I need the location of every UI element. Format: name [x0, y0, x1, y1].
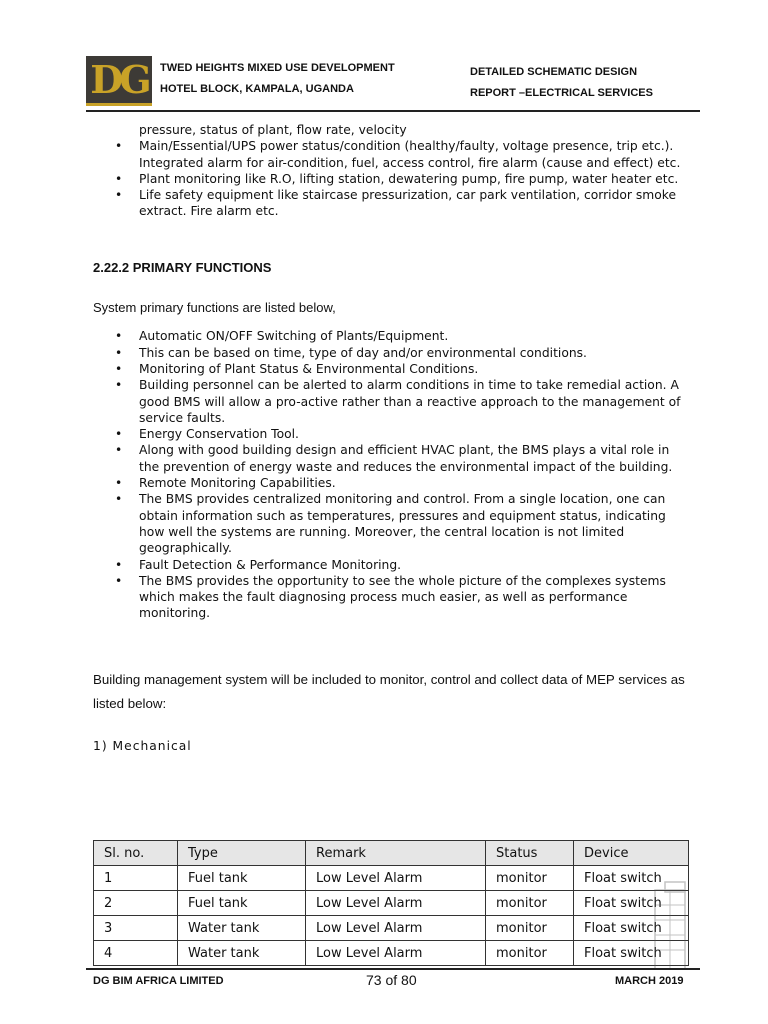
project-name: TWED HEIGHTS MIXED USE DEVELOPMENT [160, 62, 395, 74]
project-title [160, 58, 395, 100]
table-cell: Float switch [574, 941, 689, 966]
list-item: • Automatic ON/OFF Switching of Plants/Equipment. [139, 328, 693, 344]
table-cell: Water tank [178, 916, 306, 941]
table-cell: monitor [486, 891, 574, 916]
column-header: Status [486, 841, 574, 866]
primary-functions-list [93, 328, 693, 621]
column-header: Remark [306, 841, 486, 866]
project-location: HOTEL BLOCK, KAMPALA, UGANDA [160, 83, 354, 95]
table-cell: Float switch [574, 891, 689, 916]
list-item: • Remote Monitoring Capabilities. [139, 475, 693, 491]
table-cell: Low Level Alarm [306, 916, 486, 941]
mep-paragraph: Building management system will be included to monitor, control and collect data of MEP services as listed below: [93, 671, 685, 711]
page-body [93, 122, 693, 754]
footer-divider [86, 968, 700, 970]
list-item: • Plant monitoring like R.O, lifting station, dewatering pump, fire pump, water heater etc. [139, 171, 693, 187]
report-title-line1: DETAILED SCHEMATIC DESIGN [470, 66, 638, 78]
table-cell: Water tank [178, 941, 306, 966]
table-header-row [94, 841, 689, 866]
table-cell: Low Level Alarm [306, 941, 486, 966]
table-cell: 1 [94, 866, 178, 891]
table-cell: Float switch [574, 916, 689, 941]
page-header [86, 56, 700, 110]
table-cell: Float switch [574, 866, 689, 891]
list-item: • Building personnel can be alerted to alarm conditions in time to take remedial action. A good BMS will allow a pro-active rather than a reactive approach to the management of service faults. [139, 377, 693, 426]
list-item: • Fault Detection & Performance Monitoring. [139, 557, 693, 573]
table-row [94, 891, 689, 916]
subheading-mechanical: 1) Mechanical [93, 738, 192, 753]
table-cell: 3 [94, 916, 178, 941]
list-item: • Energy Conservation Tool. [139, 426, 693, 442]
bullet-continuation: pressure, status of plant, flow rate, velocity [139, 123, 407, 137]
table-cell: monitor [486, 866, 574, 891]
table-cell: Low Level Alarm [306, 891, 486, 916]
table-cell: 4 [94, 941, 178, 966]
list-item: • Along with good building design and efficient HVAC plant, the BMS plays a vital role in the prevention of energy waste and reduces the environmental impact of the building. [139, 442, 693, 475]
table-cell: monitor [486, 916, 574, 941]
column-header: Type [178, 841, 306, 866]
header-divider [86, 110, 700, 112]
table-cell: Fuel tank [178, 866, 306, 891]
building-watermark-icon [645, 880, 695, 970]
table-cell: 2 [94, 891, 178, 916]
section-heading: 2.22.2 PRIMARY FUNCTIONS [93, 259, 272, 275]
section-intro: System primary functions are listed below, [93, 300, 336, 316]
column-header: Device [574, 841, 689, 866]
table-row [94, 916, 689, 941]
footer-company: DG BIM AFRICA LIMITED [93, 975, 224, 987]
mechanical-table [93, 840, 689, 966]
list-item: • The BMS provides centralized monitoring and control. From a single location, one can obtain information such as temperatures, pressures and equipment status, indicating how well the systems are running. Moreover, the central location is not limited geographically. [139, 491, 693, 556]
table-row [94, 941, 689, 966]
list-item: • Main/Essential/UPS power status/condition (healthy/faulty, voltage presence, trip etc.). Integrated alarm for air-condition, fuel, access control, fire alarm (cause and effect) etc. [139, 138, 693, 171]
report-title-line2: REPORT –ELECTRICAL SERVICES [470, 87, 653, 99]
list-item: • Life safety equipment like staircase pressurization, car park ventilation, corridor smoke extract. Fire alarm etc. [139, 187, 693, 220]
table-cell: Low Level Alarm [306, 866, 486, 891]
footer-date: MARCH 2019 [615, 975, 684, 987]
list-item: • The BMS provides the opportunity to see the whole picture of the complexes systems which makes the fault diagnosing process much easier, as well as performance monitoring. [139, 573, 693, 622]
table-cell: monitor [486, 941, 574, 966]
monitoring-list [93, 138, 693, 219]
list-item: • Monitoring of Plant Status & Environmental Conditions. [139, 361, 693, 377]
table-row [94, 866, 689, 891]
table-cell: Fuel tank [178, 891, 306, 916]
column-header: Sl. no. [94, 841, 178, 866]
list-item: • This can be based on time, type of day and/or environmental conditions. [139, 345, 693, 361]
page-number: 73 of 80 [366, 972, 417, 988]
report-title [470, 62, 653, 104]
company-logo: DG [86, 56, 152, 106]
